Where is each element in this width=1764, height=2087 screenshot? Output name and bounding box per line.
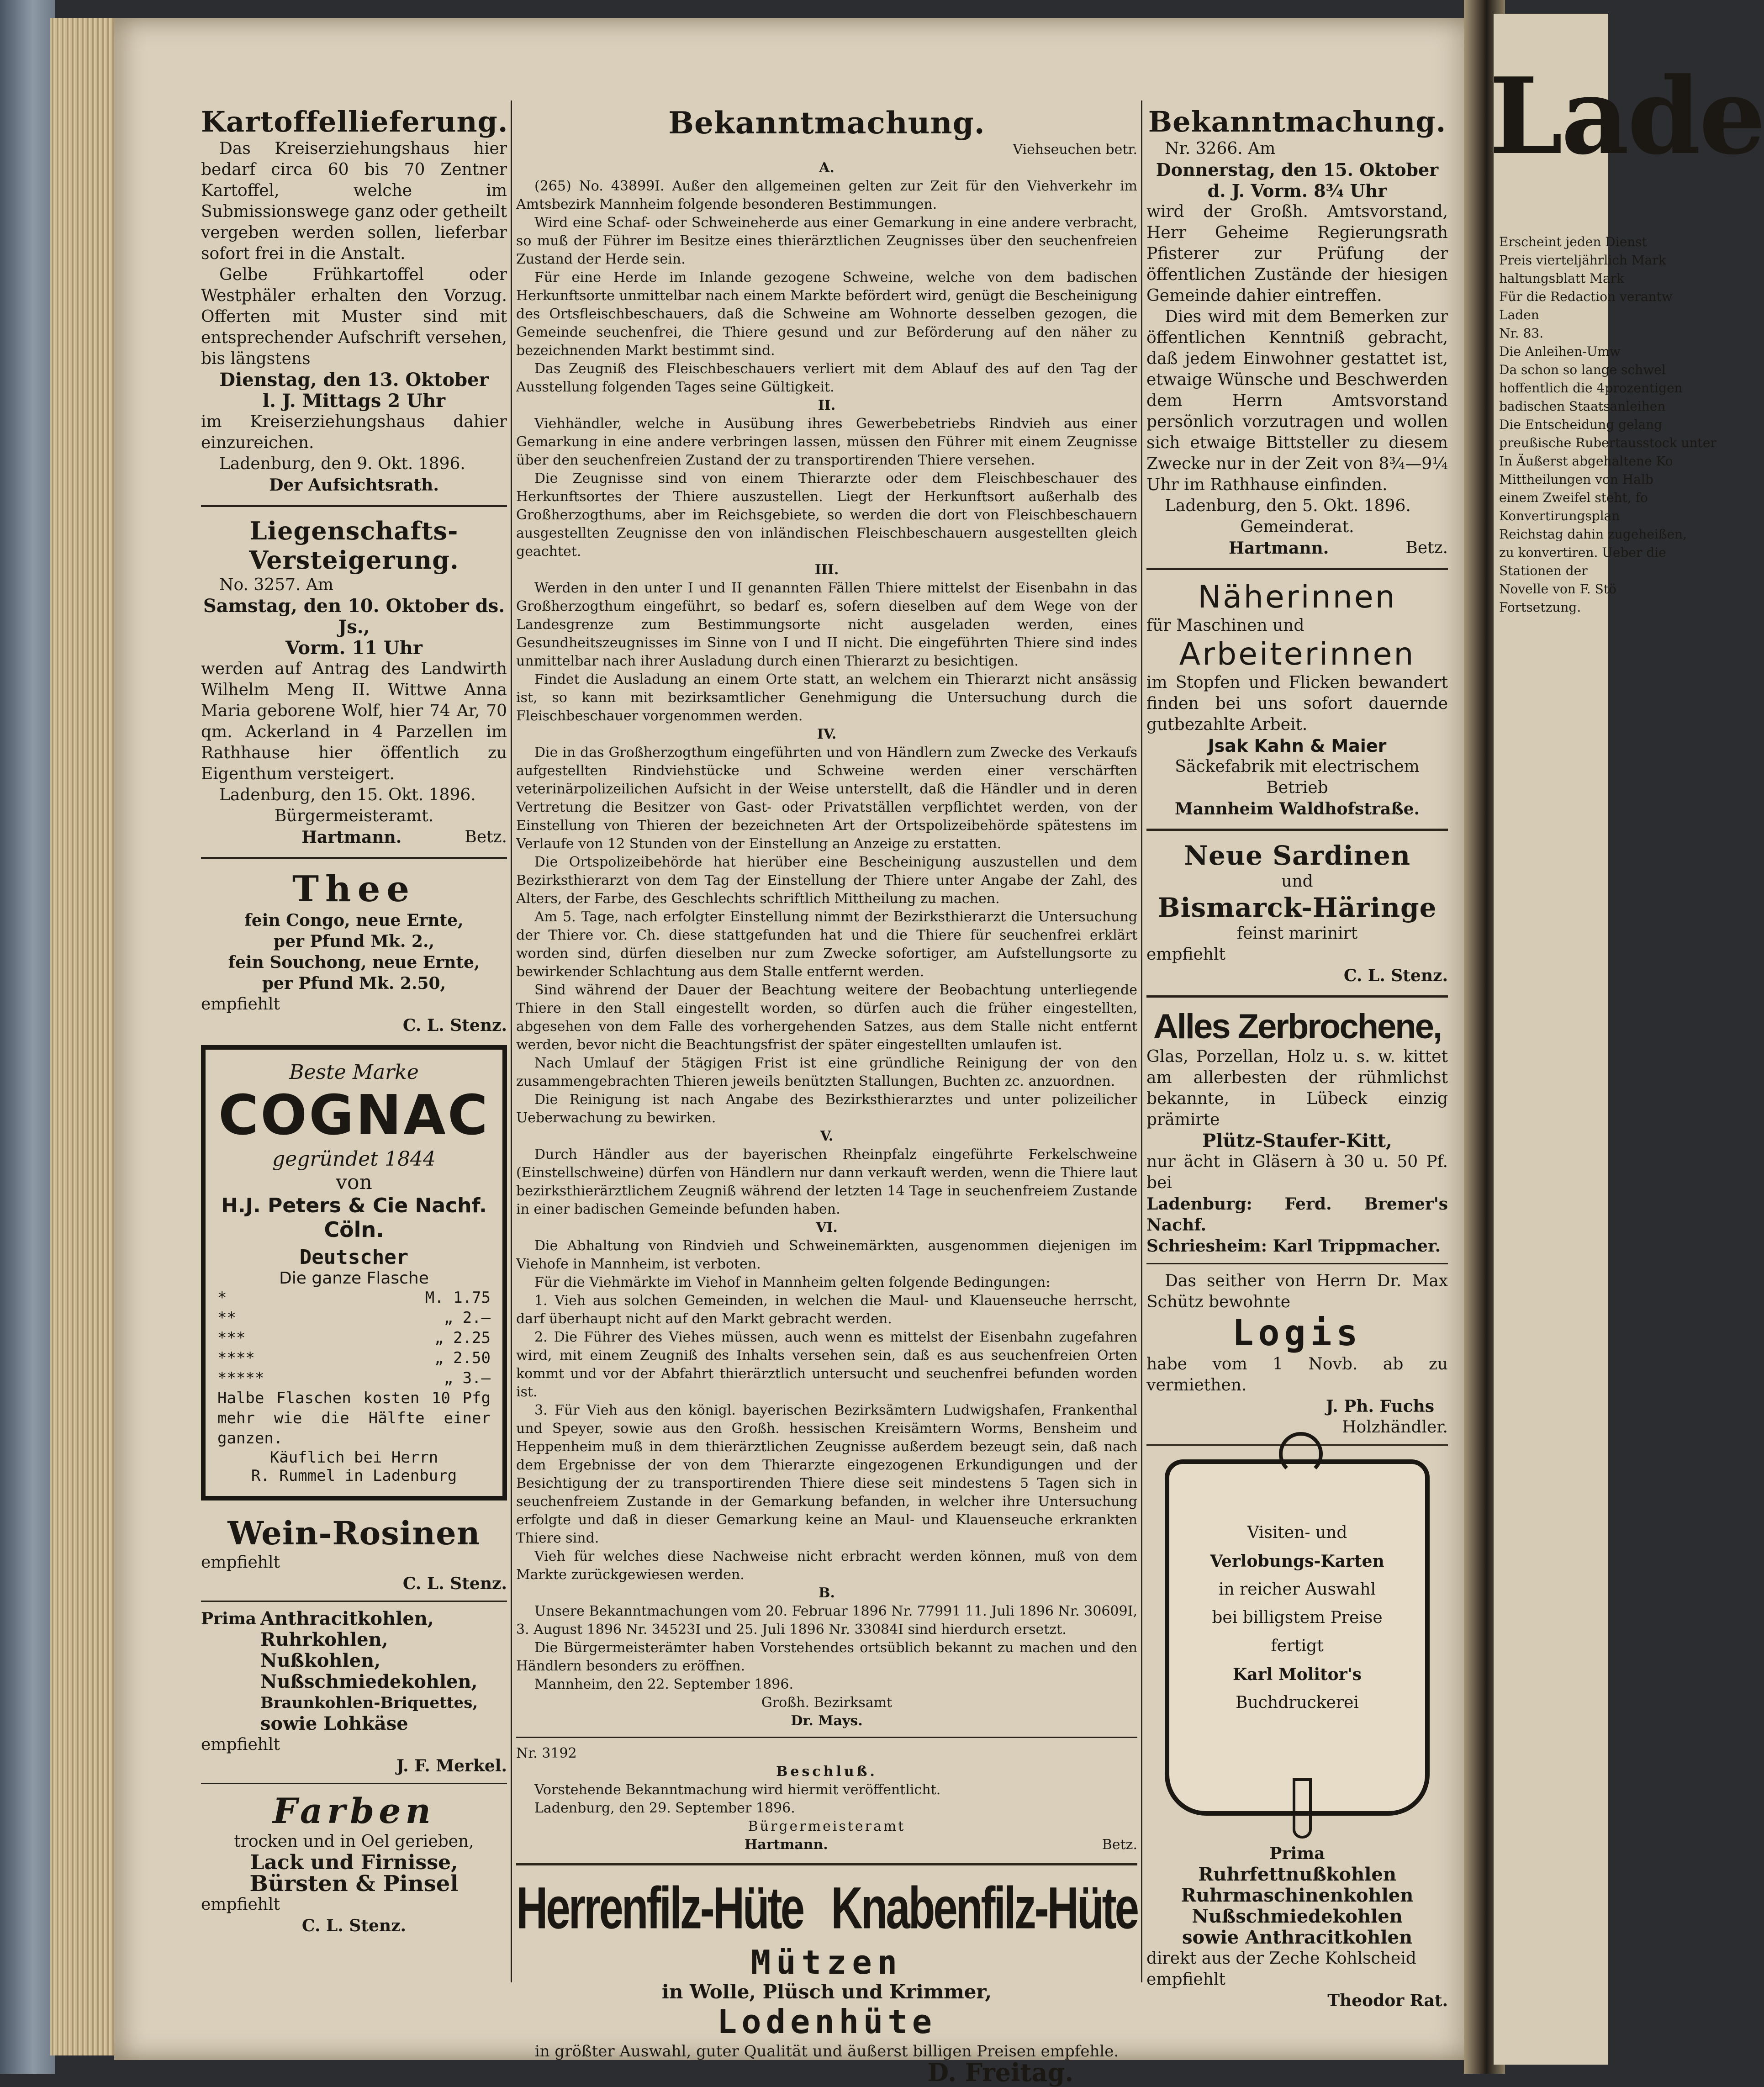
notice-paragraph: Die Zeugnisse sind von einem Thierarzte oder dem Fleischbeschauer des Herkunftsortes der Thiere auszustellen. Liegt der Herkunftsort außerhalb des Großherzogthums, aber im Reichsgebiete, so werden die dort von Fleischbeschauern ausgestellten Zeugnisse den von inländischen Fleischbeschauern ausgestellten gleich geachtet. [516,470,1137,560]
ad-text: Mannheim Waldhofstraße. [1174,799,1420,819]
hut-loden: Lodenhüte [717,2002,937,2041]
next-page-line: badischen Staatsanleihen [1499,399,1666,414]
next-page-line: Stationen der [1499,563,1588,578]
ad-office: Bürgermeisteramt. [274,807,434,825]
section-heading: B. [819,1585,835,1601]
karten-line: fertigt [1271,1637,1324,1655]
ad-text: empfiehlt [1146,945,1225,964]
next-page-text [1494,233,1716,617]
cognac-dealer-label: Käuflich bei Herrn [269,1448,438,1467]
ad-text: Lack und Firnisse, [250,1851,458,1874]
cognac-top: Beste Marke [289,1061,419,1084]
cognac-bottle-label: Die ganze Flasche [279,1269,429,1288]
notice-subtitle: Viehseuchen betr. [1013,142,1137,158]
notice-paragraph: Vieh für welches diese Nachweise nicht erbracht werden können, muß von dem Markte zurückgewiesen werden. [516,1548,1137,1583]
ad-text: direkt aus der Zeche Kohlscheid [1146,1949,1416,1968]
next-page-line: Da schon so lange schwel [1499,362,1666,377]
notice-paragraph: Die in das Großherzogthum eingeführten und von Händlern zum Zwecke des Verkaufs aufgestellten Rindviehstücke und Schweine werden einer verschärften veterinärpolizeilichen Aufsicht in der Weise unterstellt, daß die Händler und in deren Vertretung die Besitzer von Gast- oder Privatställen verpflichtet werden, von der Einstellung von Thieren der bezeichneten Art der Ortspolizeibehörde spätestens im Verlaufe von 12 Stunden von der Einstellung an Anzeige zu erstatten. [516,745,1137,852]
cognac-price: „ 2.50 [434,1349,491,1367]
ad-text: trocken und in Oel gerieben, [234,1832,474,1851]
divider [201,857,507,859]
kohlen-item: Braunkohlen-Briquettes, [260,1694,478,1712]
ad-time: d. J. Vorm. 8¾ Uhr [1207,180,1387,201]
ad-signature-abbr: Betz. [465,828,507,846]
ad-title: Arbeiterinnen [1179,636,1415,672]
hut-title-left: Herrenfilz-Hüte [516,1875,803,1941]
ad-price: per Pfund Mk. 2.50, [262,974,446,993]
ad-text: in Wolle, Plüsch und Krimmer, [661,1981,992,2003]
next-page-line: Mittheilungen von Halb [1499,472,1653,487]
next-page-line: preußische Rubertausstock unter [1499,435,1716,450]
ad-signature-abbr: Betz. [1405,539,1448,557]
notice-paragraph: Nach Umlauf der 5tägigen Frist ist eine gründliche Reinigung der von den zusammengebrachten Thieren jeweils benützten Stallungen, Buchten zc. anzuordnen. [516,1055,1137,1089]
notice-paragraph: Unsere Bekanntmachungen vom 20. Februar 1896 Nr. 77991 11. Juli 1896 Nr. 30609I, 3. August 1896 Nr. 34523I und 25. Juli 1896 Nr. 33084I sind hierdurch ersetzt. [516,1603,1137,1638]
divider [1146,568,1448,570]
ad-signature: Hartmann. [301,828,402,847]
ad-rosinen [201,1514,507,1594]
column-middle [516,105,1137,2087]
ad-liegenschaft [201,516,507,848]
ad-text: Dies wird mit dem Bemerken zur öffentlichen Kenntniß gebracht, daß jedem Einwohner gestattet ist, etwaige Wünsche und Beschwerden dem Herrn Amtsvorstand persönlich vorzutragen und wollen sich etwaige Bittsteller zu diesem Zwecke nur in der Zeit von 8¾—9¼ Uhr im Rathhause einfinden. [1146,307,1448,494]
next-page-line: Laden [1499,307,1539,322]
next-page-line: Die Entscheidung gelang [1499,417,1663,432]
divider [201,1783,507,1784]
notice-paragraph: Die Bürgermeisterämter haben Vorstehendes ortsüblich bekannt zu machen und den Händlern besonders zu eröffnen. [516,1640,1137,1674]
notice-paragraph: Durch Händler aus der bayerischen Rheinpfalz eingeführte Ferkelschweine (Einstellschweine) dürfen von Händlern nur dann verkauft werden, wenn die Thiere laut bezirksthierärztlichem Zeugniß während der letzten 14 Tage in seuchenfreiem Zustande in einer badischen Gemeinde befunden haben. [516,1147,1137,1217]
karten-line: bei billigstem Preise [1212,1608,1383,1627]
section-heading: IV. [817,726,837,742]
ad-thee [201,868,507,1036]
ad-product: Plütz-Staufer-Kitt, [1202,1130,1392,1152]
ad-text: Holzhändler. [1342,1418,1448,1437]
beschluss-text: Vorstehende Bekanntmachung wird hiermit veröffentlicht. [534,1782,941,1798]
ad-text: empfiehlt [201,995,280,1014]
karten-line: Visiten- und [1247,1523,1347,1542]
divider [1146,829,1448,831]
cognac-price-row [217,1288,491,1308]
notice-paragraph: Viehhändler, welche in Ausübung ihres Gewerbebetriebs Rindvieh aus einer Gemarkung in eine andere verbringen lassen, müssen den Führer mit einem Zeugnisse über den seuchenfreien Zustand der zu transportirenden Thiere versehen. [516,416,1137,468]
kohlen-item: sowie Lohkäse [260,1713,408,1734]
kohlen-list [260,1608,507,1734]
notice-title: Bekanntmachung. [668,105,985,141]
ad-signature: J. F. Merkel. [396,1756,507,1775]
divider [201,505,507,507]
next-page-line: Die Anleihen-Umw [1499,344,1621,359]
ad-signature: Theodor Rat. [1327,1991,1448,2010]
ad-item: Ruhrmaschinenkohlen [1181,1885,1414,1906]
cognac-grade: ***** [217,1369,264,1387]
ad-text: feinst marinirt [1236,924,1358,943]
ad-item: Nußschmiedekohlen [1192,1906,1403,1927]
divider [201,1601,507,1602]
cognac-grade: *** [217,1329,246,1347]
cognac-von: von [336,1171,372,1194]
tassel-icon [1293,1778,1312,1839]
notice-paragraph: 1. Vieh aus solchen Gemeinden, in welchen die Maul- und Klauenseuche herrscht, darf überhaupt nicht auf den Markt gebracht werden. [516,1293,1137,1327]
next-page-line: haltungsblatt Mark [1499,271,1624,286]
ad-hut [516,1875,1137,2087]
cognac-grade: ** [217,1309,236,1327]
kohlen-item: Nußkohlen, [260,1650,381,1671]
notice-paragraph: 3. Für Vieh aus den königl. bayerischen Bezirksämtern Ludwigshafen, Frankenthal und Speyer, sowie aus den Großh. hessischen Kreisämtern Worms, Bensheim und Heppenheim muß in dem thierärztlichen Zeugnisse außerdem bezeugt sein, daß nach dem Ergebnisse der von dem Thierarzte eingezogenen Erkundigungen und der Besichtigung der zu transportirenden Thiere diese seit mindestens 5 Tagen sich in seuchenfreiem Zustande in der Gemarkung befanden, in welcher ihre Untersuchung erfolgte und daß in dieser Gemarkung keine an Maul- und Klauenseuche erkrankten Thiere sind. [516,1402,1137,1546]
ad-date: Samstag, den 10. Oktober ds. Js., [203,595,505,638]
notice-paragraph: Findet die Ausladung an einem Orte statt, an welchem ein Thierarzt nicht ansässig ist, so kann mit bezirksamtlicher Genehmigung die Untersuchung durch die Fleischbeschauer vorgenommen werden. [516,671,1137,724]
ad-dealer: Schriesheim: Karl Trippmacher. [1146,1236,1441,1256]
cognac-city: Cöln. [324,1217,384,1242]
ad-date: Donnerstag, den 15. Oktober [1156,159,1439,180]
ad-cognac [201,1045,507,1501]
next-page-line: einem Zweifel steht, fo [1499,490,1648,505]
next-page-line: Preis vierteljährlich Mark [1499,253,1666,268]
cognac-title: COGNAC [218,1084,490,1147]
notice-number: Nr. 3192 [516,1745,577,1761]
notice-paragraph: Für eine Herde im Inlande gezogene Schweine, welche von dem badischen Herkunftsorte unmittelbar nach einem Markte befördert wird, genügt die Bescheinigung des Ortsfleischbeschauers, daß die Schweine am Wohnorte desselben gezogen, die Gemeinde seuchenfrei, die Thiere gesund und zur Beförderung auf den näher zu bezeichnenden Markt bestimmt sind. [516,269,1137,359]
ad-visitenkarten [1146,1459,1448,1816]
ad-office: Gemeinderat. [1240,518,1354,536]
ad-dealer: Ladenburg: Ferd. Bremer's Nachf. [1146,1194,1448,1235]
section-heading: II. [818,397,836,413]
divider [1146,1263,1448,1264]
ad-text: empfiehlt [1146,1970,1225,1989]
next-page-line: Reichstag dahin zugeheißen, [1499,527,1687,542]
ad-text: Glas, Porzellan, Holz u. s. w. kittet am allerbesten der rühmlichst bekannte, in Lübeck einzig prämirte [1146,1047,1448,1129]
column-right [1146,105,1448,2015]
notice-paragraph: Werden in den unter I und II genannten Fällen Thiere mittelst der Eisenbahn in das Großherzogthum eingeführt, so bedarf es, sofern dieselben auf dem Wege von der Landesgrenze zum Bestimmungsorte nicht ausgeladen werden, eines Gesundheitszeugnisses im Sinne von I und II nicht. Die eingeführten Thiere sind indes unmittelbar nach ihrer Ausladung durch einen Thierarzt zu besichtigen. [516,580,1137,669]
ad-text: Das Kreiserziehungshaus hier bedarf circa 60 bis 70 Zentner Kartoffel, welche im Submissionswege ganz oder getheilt vergeben werden sollen, lieferbar sofort frei in die Anstalt. [201,139,507,263]
ad-signature: J. Ph. Fuchs [1326,1397,1434,1416]
ad-text: empfiehlt [201,1735,280,1754]
ad-place: Ladenburg, den 9. Okt. 1896. [219,454,465,473]
divider [1146,995,1448,998]
ad-lead: Prima [201,1609,257,1628]
ad-title: Bekanntmachung. [1148,105,1447,138]
ad-signature: D. Freitag. [927,2058,1073,2087]
column-rule [511,100,512,1982]
section-heading: III. [814,562,839,578]
cognac-price-row [217,1368,491,1388]
next-page-line: Fortsetzung. [1499,600,1581,615]
beschluss-place: Ladenburg, den 29. September 1896. [534,1800,795,1816]
next-page-line: Nr. 83. [1499,326,1544,341]
ad-text: Gelbe Frühkartoffel oder Westphäler erhalten den Vorzug. Offerten mit Muster sind mit entsprechender Aufschrift versehen, bis längstens [201,265,507,368]
next-page-line: Für die Redaction verantw [1499,289,1673,304]
next-page-line: hoffentlich die 4prozentigen [1499,380,1683,396]
cognac-dealer: R. Rummel in Ladenburg [251,1467,457,1485]
ad-text: für Maschinen und [1146,616,1305,635]
notice-paragraph: Sind während der Dauer der Beachtung weitere der Beobachtung unterliegende Thiere in den Stall eingestellt worden, so dürfen auch die früher eingestellten, abgesehen von dem Falle des vorhergehenden Satzes, aus dem Stalle nicht entfernt werden, bevor nicht die Beachtungsfrist der später eingestellten umlaufen ist. [516,982,1137,1053]
ad-signature: C. L. Stenz. [402,1016,507,1035]
ad-text: Säckefabrik mit electrischem Betrieb [1175,757,1420,797]
cognac-deutscher: Deutscher [299,1246,409,1269]
page-edges [50,18,123,2055]
notice-signature: Dr. Mays. [791,1713,863,1729]
ad-text: nur ächt in Gläsern à 30 u. 50 Pf. bei [1146,1152,1448,1192]
ad-text: in größter Auswahl, guter Qualität und äußerst billigen Preisen empfehle. [534,2042,1119,2061]
ad-signature: Hartmann. [1229,539,1329,558]
notice-paragraph: Am 5. Tage, nach erfolgter Einstellung nimmt der Bezirksthierarzt die Untersuchung der Thiere vor. Ch. diese stattgefunden hat und die Thiere für seuchenfrei erklärt worden sind, dürfen dieselben nur zum Zwecke sofortiger, am Aufstellungsorte zu bewirkender Schlachtung aus dem Stalle entfernt werden. [516,909,1137,980]
ad-signature: C. L. Stenz. [1343,966,1448,985]
notice-paragraph: Das Zeugniß des Fleischbeschauers verliert mit dem Ablauf des auf den Tag der Ausstellung folgenden Tages seine Gültigkeit. [516,361,1137,395]
ad-item: Ruhrfettnußkohlen [1198,1864,1396,1885]
cognac-grade: **** [217,1349,255,1367]
ad-text: fein Souchong, neue Ernte, [228,953,480,972]
notice-paragraph: Die Abhaltung von Rindvieh und Schweinemärkten, ausgenommen diejenigen im Viehofe in Mannheim, ist verboten. [516,1238,1137,1272]
kohlen-item: Nußschmiedekohlen, [260,1671,478,1692]
next-page-fragment [1489,14,1764,2065]
cognac-price: „ 3.— [444,1369,491,1387]
ad-title: Alles Zerbrochene, [1153,1007,1442,1046]
ad-place: Ladenburg, den 15. Okt. 1896. [219,786,476,804]
ad-title: Bismarck-Häringe [1157,892,1437,923]
notice-paragraph: Die Ortspolizeibehörde hat hierüber eine Bescheinigung auszustellen und dem Bezirksthierarzt von dem Tag der Einstellung der Thiere unter Angabe der Zahl, des Alters, der Farbe, des Geschlechts schriftlich Mittheilung zu machen. [516,854,1137,907]
notice-paragraph: (265) No. 43899I. Außer den allgemeinen gelten zur Zeit für den Viehverkehr im Amtsbezirk Mannheim folgende besonderen Bestimmungen. [516,178,1137,212]
divider [516,1863,1137,1865]
ad-text: im Stopfen und Flicken bewandert finden bei uns sofort dauernde gutbezahlte Arbeit. [1146,673,1448,734]
next-page-line: Novelle von F. Stö [1499,581,1616,597]
beschluss-title: Beschluß. [776,1764,877,1780]
column-left [201,105,507,1940]
ad-text: Bürsten & Pinsel [249,1871,459,1897]
ad-title: Kartoffellieferung. [201,105,508,138]
next-page-line: zu konvertiren. Ueber die [1499,545,1666,560]
ad-number: No. 3257. Am [219,576,334,594]
section-heading: A. [819,160,834,176]
column-rule [1141,100,1142,1982]
notice-office: Großh. Bezirksamt [761,1695,893,1711]
ad-text: fein Congo, neue Ernte, [244,911,464,930]
ad-number: Nr. 3266. Am [1165,139,1276,158]
ad-text: und [1281,872,1313,891]
ad-naeherinnen [1146,579,1448,819]
ad-signature: Der Aufsichtsrath. [269,476,439,495]
ad-kitt [1146,1007,1448,1257]
ad-text: wird der Großh. Amtsvorstand, Herr Geheime Regierungsrath Pfisterer zur Prüfung der öffentlichen Zustände der hiesigen Gemeinde dahier eintreffen. [1146,202,1448,305]
ad-title: Wein-Rosinen [227,1514,481,1552]
notice-paragraph: Wird eine Schaf- oder Schweineherde aus einer Gemarkung in eine andere verbracht, so muß der Führer im Besitze eines thierärztlichen Zeugnisses über den seuchenfreien Zustand der Herde sein. [516,215,1137,267]
next-page-line: In Äußerst abgehaltene Ko [1499,454,1673,469]
karten-line: Verlobungs-Karten [1210,1552,1384,1571]
ad-farben [201,1791,507,1936]
ad-text: habe vom 1 Novb. ab zu vermiethen. [1146,1355,1448,1395]
ad-signature: C. L. Stenz. [402,1574,507,1593]
ad-kartoffel [201,105,507,496]
next-page-line: Erscheint jeden Dienst [1499,234,1647,249]
cognac-price-list [217,1288,491,1388]
kohlen-item: Ruhrkohlen, [260,1629,388,1650]
cognac-price-row [217,1328,491,1348]
ad-item: sowie Anthracitkohlen [1182,1927,1413,1948]
cognac-price: „ 2.— [444,1309,491,1327]
book-binding [0,0,55,2074]
beschluss-signature: Hartmann. [745,1837,828,1853]
karten-line: Buchdruckerei [1236,1693,1359,1712]
notice-paragraph: Für die Viehmärkte im Viehof in Mannheim gelten folgende Bedingungen: [534,1274,1051,1290]
beschluss-signature-abbr: Betz. [1102,1837,1137,1853]
notice-rathaus [1146,105,1448,559]
ad-text: werden auf Antrag des Landwirth Wilhelm Meng II. Wittwe Anna Maria geborene Wolf, hier 74 Ar, 70 qm. Ackerland in 4 Parzellen im Rathhause hier öffentlich zu Eigenthum versteigert. [201,660,507,783]
section-heading: V. [820,1128,834,1144]
ad-text: empfiehlt [201,1553,280,1572]
ad-title: Logis [1232,1313,1363,1354]
ad-signature: C. L. Stenz. [301,1916,407,1935]
next-page-masthead: Lade [1489,55,1764,178]
kohlen-item: Anthracitkohlen, [260,1608,434,1629]
ad-firm: Jsak Kahn & Maier [1208,736,1387,756]
ad-title: Thee [292,868,416,910]
ad-text: empfiehlt [201,1895,280,1914]
next-page-line: Konvertirungsplan [1499,508,1620,523]
hut-muetzen: Mützen [750,1943,903,1981]
cognac-grade: * [217,1289,227,1307]
notice-paragraph: Die Reinigung ist nach Angabe des Bezirksthierarztes und unter polizeilicher Ueberwachung zu bewirken. [516,1092,1137,1126]
ad-place: Ladenburg, den 5. Okt. 1896. [1165,497,1411,515]
section-heading: VI. [816,1220,838,1236]
ad-logis [1146,1271,1448,1438]
cognac-note: Halbe Flaschen kosten 10 Pfg mehr wie die Hälfte einer ganzen. [217,1389,491,1448]
ad-title: Neue Sardinen [1183,840,1411,871]
cognac-price-row [217,1308,491,1328]
ad-kohlen [201,1608,507,1776]
beschluss-office: Bürgermeisteramt [748,1818,906,1834]
ad-time: Vorm. 11 Uhr [285,637,423,659]
ad-title: Farben [273,1791,435,1831]
ad-price: per Pfund Mk. 2., [273,932,435,951]
ad-date: Dienstag, den 13. Oktober [219,369,489,391]
ad-title: Näherinnen [1198,579,1397,615]
divider [516,1737,1137,1738]
notice-paragraph: 2. Die Führer des Viehes müssen, auch wenn es mittelst der Eisenbahn zugefahren wird, mit einem Zeugniß des Inhalts versehen sein, daß es aus seuchenfreien Orten kommt und vor der Abfahrt thierärztlich untersucht und seuchenfrei befunden worden ist. [516,1329,1137,1400]
cognac-price: „ 2.25 [434,1329,491,1347]
cognac-founded: gegründet 1844 [272,1147,436,1171]
cognac-price-row [217,1348,491,1368]
ad-text: im Kreiserziehungshaus dahier einzureichen. [201,412,507,452]
ad-ruhrkohlen [1146,1843,1448,2011]
ad-lead: Prima [1269,1844,1325,1863]
cognac-firm: H.J. Peters & Cie Nachf. [221,1194,487,1217]
ad-time: l. J. Mittags 2 Uhr [262,390,446,412]
ad-text: Das seither von Herrn Dr. Max Schütz bewohnte [1146,1272,1448,1311]
bag-illustration [1165,1459,1430,1816]
karten-line: in reicher Auswahl [1218,1580,1376,1599]
cognac-price: M. 1.75 [425,1289,491,1307]
notice-place: Mannheim, den 22. September 1896. [534,1676,793,1692]
hut-title-right: Knabenfilz-Hüte [831,1875,1137,1941]
hanger-hook-icon [1279,1432,1323,1476]
karten-line: Karl Molitor's [1233,1665,1362,1684]
ad-title: Liegenschafts-Versteigerung. [249,516,459,575]
ad-sardinen [1146,840,1448,986]
